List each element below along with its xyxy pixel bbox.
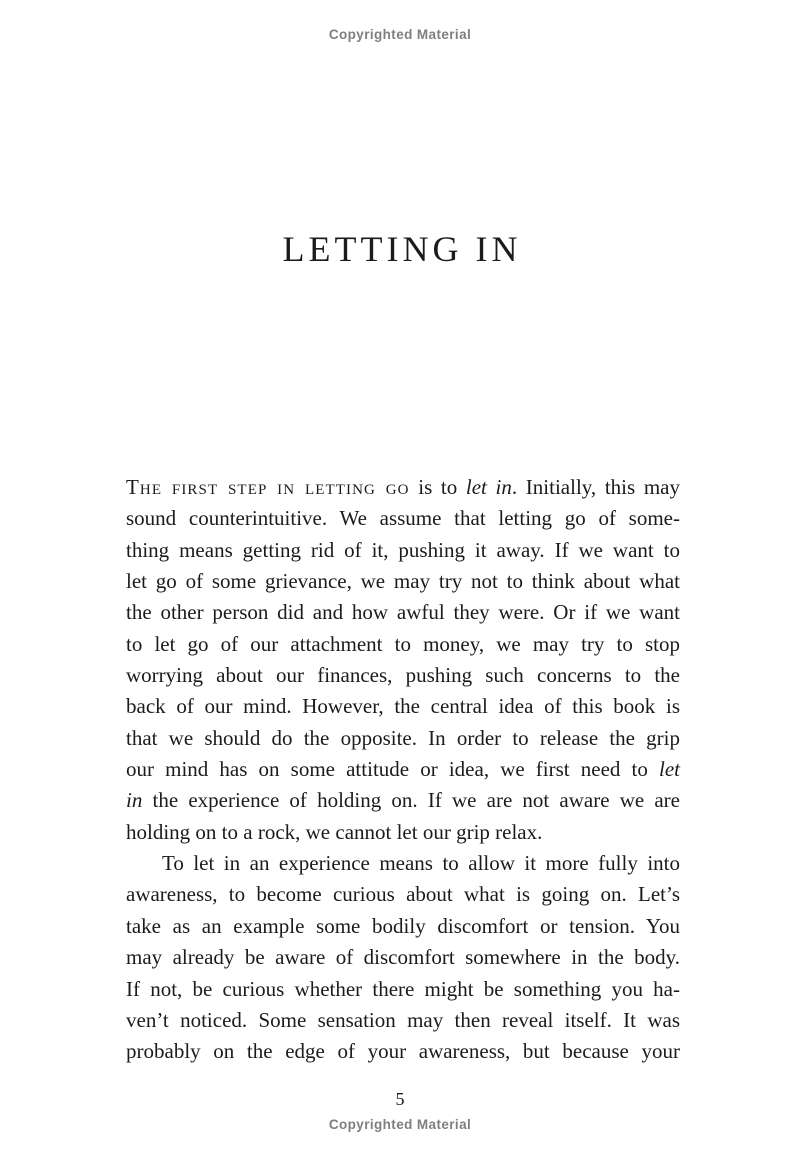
text-segment: ven’t noticed. Some sensation may then reveal itself. It was	[126, 1007, 680, 1032]
text-line	[126, 660, 680, 691]
text-line	[126, 817, 680, 848]
text-segment: worrying about our finances, pushing such concerns to the	[126, 663, 680, 688]
text-line	[126, 629, 680, 660]
body-text	[126, 472, 680, 1068]
text-line	[126, 723, 680, 754]
text-segment: the other person did and how awful they were. Or if we want	[126, 600, 680, 625]
text-line	[126, 785, 680, 816]
copyright-notice-top: Copyrighted Material	[328, 27, 472, 42]
text-line	[126, 503, 680, 534]
text-segment: let go of some grievance, we may try not to think about what	[126, 569, 680, 594]
text-segment: thing means getting rid of it, pushing it away. If we want to	[126, 537, 680, 562]
text-segment: that we should do the opposite. In order to release the grip	[126, 725, 680, 750]
text-segment: may already be aware of discomfort somewhere in the body.	[126, 945, 680, 970]
copyright-notice-bottom: Copyrighted Material	[328, 1117, 472, 1132]
text-line	[126, 754, 680, 785]
text-segment: is to	[409, 475, 466, 499]
italic-text: let	[659, 757, 680, 782]
text-line	[126, 848, 680, 879]
text-segment: sound counterintuitive. We assume that letting go of some-	[126, 506, 680, 531]
text-segment: take as an example some bodily discomfort or tension. You	[126, 913, 680, 938]
text-line	[126, 879, 680, 910]
page-number: 5	[395, 1089, 405, 1109]
text-line	[126, 1036, 680, 1067]
text-segment: to let go of our attachment to money, we may try to stop	[126, 631, 680, 656]
text-line	[126, 911, 680, 942]
text-line	[126, 942, 680, 973]
text-line	[126, 597, 680, 628]
text-line	[126, 1005, 680, 1036]
text-segment: holding on to a rock, we cannot let our grip relax.	[126, 819, 543, 844]
text-line	[126, 535, 680, 566]
chapter-title: LETTING IN	[282, 229, 522, 269]
text-segment: our mind has on some attitude or idea, we first need to	[126, 757, 659, 782]
text-segment: probably on the edge of your awareness, but because your	[126, 1039, 680, 1064]
italic-text: in	[126, 788, 143, 813]
text-line	[126, 691, 680, 722]
small-caps-text: The first step in letting go	[126, 475, 410, 499]
text-segment: If not, be curious whether there might be something you ha-	[126, 976, 680, 1001]
text-line	[126, 566, 680, 597]
text-segment: awareness, to become curious about what is going on. Let’s	[126, 882, 680, 907]
italic-text: let in	[465, 475, 512, 499]
text-line	[126, 472, 680, 503]
text-segment: To let in an experience means to allow it more fully into	[162, 851, 680, 876]
text-segment: . Initially, this may	[511, 475, 680, 499]
text-line	[126, 974, 680, 1005]
text-segment: the experience of holding on. If we are not aware we are	[142, 788, 680, 813]
text-segment: back of our mind. However, the central idea of this book is	[126, 694, 680, 719]
